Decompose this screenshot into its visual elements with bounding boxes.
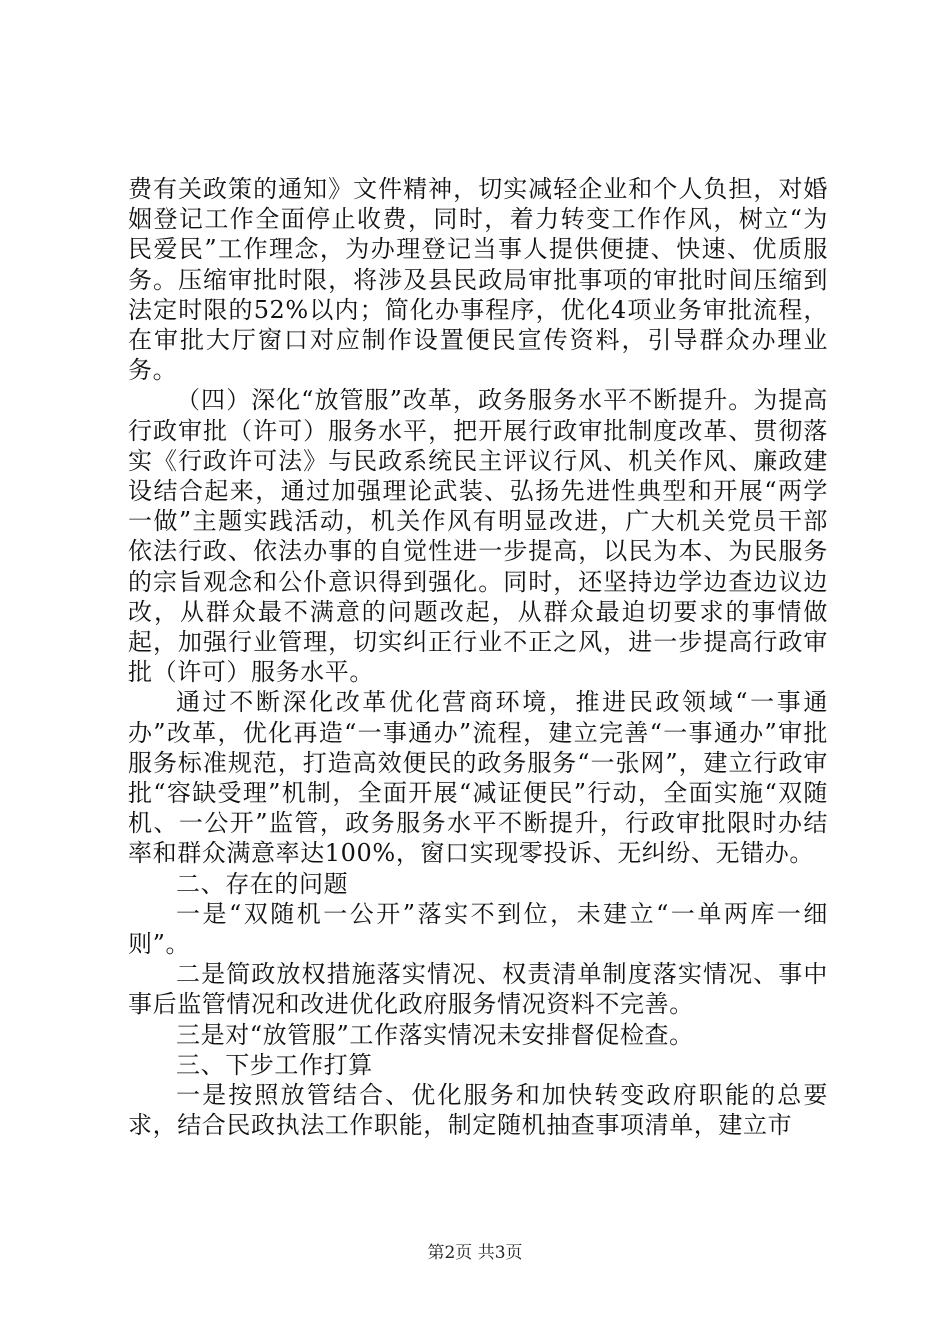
heading-existing-problems: 二、存在的问题: [176, 869, 349, 898]
page-footer: 第2页 共3页: [427, 1243, 523, 1263]
paragraph-problem-one: 一是“双随机一公开”落实不到位，未建立“一单两库一细则”。: [128, 899, 828, 959]
paragraph-section-four: （四）深化“放管服”改革，政务服务水平不断提升。为提高行政审批（许可）服务水平，把开展行政审批制度改革、贯彻落实《行政许可法》与民政系统民主评议行风、机关作风、廉政建设结合起来，通过加强理论武装、弘扬先进性典型和开展“两学一做”主题实践活动，机关作风有明显改进，广大机关党员干部依法行政、依法办事的自觉性进一步提高，以民为本、为民服务的宗旨观念和公仆意识得到强化。同时，还坚持边学边查边议边改，从群众最不满意的问题改起，从群众最迫切要求的事情做起，加强行业管理，切实纠正行业不正之风，进一步提高行政审批（许可）服务水平。: [128, 386, 828, 687]
heading-next-steps: 三、下步工作打算: [176, 1050, 373, 1079]
paragraph-next-step-one: 一是按照放管结合、优化服务和加快转变政府职能的总要求，结合民政执法工作职能，制定随机抽查事项清单，建立市: [128, 1081, 828, 1140]
paragraph-reform-environment: 通过不断深化改革优化营商环境，推进民政领域“一事通办”改革，优化再造“一事通办”流程，建立完善“一事通办”审批服务标准规范，打造高效便民的政务服务“一张网”，建立行政审批“容缺受理”机制，全面开展“减证便民”行动，全面实施“双随机、一公开”监管，政务服务水平不断提升，行政审批限时办结率和群众满意率达100%，窗口实现零投诉、无纠纷、无错办。: [128, 688, 828, 868]
document-body: [128, 174, 828, 1141]
paragraph-fee-policy: 费有关政策的通知》文件精神，切实减轻企业和个人负担，对婚姻登记工作全面停止收费，同时，着力转变工作作风，树立“为民爱民”工作理念，为办理登记当事人提供便捷、快速、优质服务。压缩审批时限，将涉及县民政局审批事项的审批时间压缩到法定时限的52%以内；简化办事程序，优化4项业务审批流程，在审批大厅窗口对应制作设置便民宣传资料，引导群众办理业务。: [128, 175, 828, 385]
paragraph-problem-three: 三是对“放管服”工作落实情况未安排督促检查。: [176, 1020, 694, 1049]
paragraph-problem-two: 二是简政放权措施落实情况、权责清单制度落实情况、事中事后监管情况和改进优化政府服务情况资料不完善。: [128, 960, 828, 1019]
